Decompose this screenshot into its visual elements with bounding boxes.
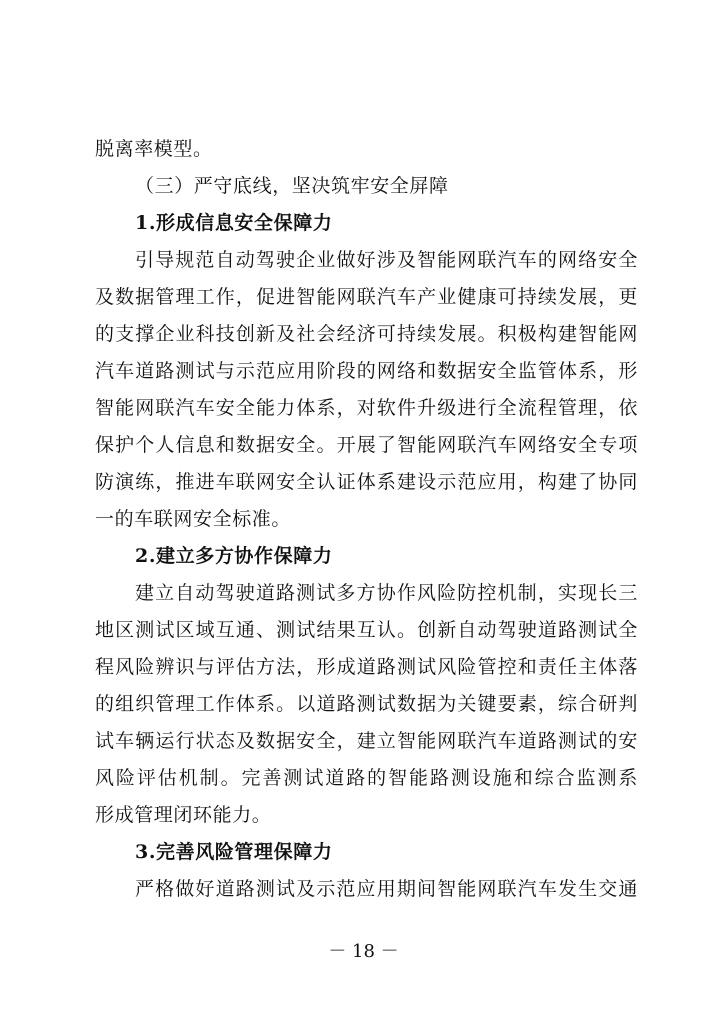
- paragraph-line: 汽车道路测试与示范应用阶段的网络和数据安全监管体系，形: [95, 360, 638, 382]
- page-body: [95, 131, 638, 908]
- paragraph-line: 风险评估机制。完善测试道路的智能路测设施和综合监测系: [95, 767, 638, 789]
- paragraph-line: 建立自动驾驶道路测试多方协作风险防控机制，实现长三: [135, 582, 638, 604]
- paragraph-line: 防演练，推进车联网安全认证体系建设示范应用，构建了协同: [95, 471, 638, 493]
- paragraph-line: 程风险辨识与评估方法，形成道路测试风险管控和责任主体落: [95, 656, 638, 678]
- paragraph-line: 地区测试区域互通、测试结果互认。创新自动驾驶道路测试全: [95, 619, 638, 641]
- paragraph-line: 严格做好道路测试及示范应用期间智能网联汽车发生交通: [135, 878, 638, 900]
- paragraph-line: 的组织管理工作体系。以道路测试数据为关键要素，综合研判: [95, 693, 638, 715]
- paragraph-line: 试车辆运行状态及数据安全，建立智能网联汽车道路测试的安: [95, 730, 638, 752]
- page-number: － 18 －: [328, 941, 399, 962]
- section-heading: （三）严守底线，坚决筑牢安全屏障: [135, 175, 449, 197]
- paragraph-line: 一的车联网安全标准。: [95, 508, 292, 530]
- subsection-heading-2: 2.建立多方协作保障力: [135, 545, 333, 567]
- subsection-heading-1: 1.形成信息安全保障力: [135, 212, 333, 234]
- paragraph-line: 引导规范自动驾驶企业做好涉及智能网联汽车的网络安全: [135, 249, 638, 271]
- paragraph-line: 形成管理闭环能力。: [95, 804, 272, 826]
- paragraph-line: 智能网联汽车安全能力体系，对软件升级进行全流程管理，依: [95, 397, 638, 419]
- paragraph-line: 保护个人信息和数据安全。开展了智能网联汽车网络安全专项: [95, 434, 638, 456]
- opening-line: 脱离率模型。: [95, 138, 213, 160]
- paragraph-line: 及数据管理工作，促进智能网联汽车产业健康可持续发展，更: [95, 286, 638, 308]
- paragraph-line: 的支撑企业科技创新及社会经济可持续发展。积极构建智能网: [95, 323, 638, 345]
- subsection-heading-3: 3.完善风险管理保障力: [135, 841, 333, 863]
